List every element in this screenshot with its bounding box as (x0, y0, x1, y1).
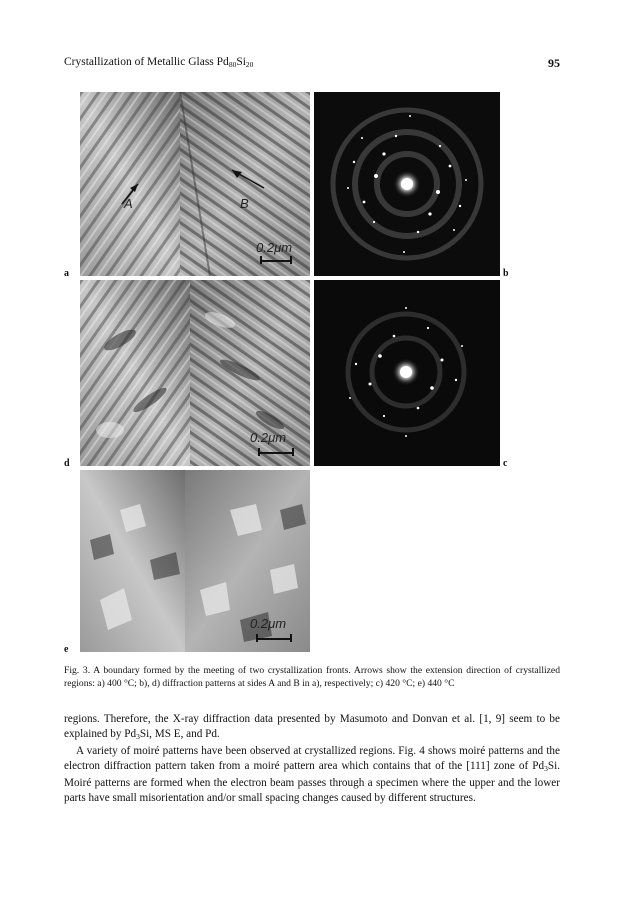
body-text (64, 712, 560, 806)
diffraction-pattern-c (314, 280, 500, 466)
panel-label-e: e (64, 644, 69, 655)
scale-bar-label: 0.2μm (256, 240, 293, 255)
micrograph-a (80, 92, 310, 276)
figure-caption: Fig. 3. A boundary formed by the meeting of two crystallization fronts. Arrows show the extension direction of crystallized regions: a) 400 °C; b), d) diffraction patterns at sides A and B in a), respectively; c) 420 °C; e) 440 °C (64, 665, 560, 689)
paragraph: A variety of moiré patterns have been observed at crystallized regions. Fig. 4 shows moiré patterns and the electron diffraction pattern taken from a moiré pattern area which contains that of the [111] zone of $Pd_3Si$. Moiré patterns are formed when the electron beam passes through a specimen where the upper and the lower parts have small misorientation and/or small spacing changes caused by different structures. (64, 745, 560, 804)
running-title: Crystallization of Metallic Glass $Pd_{80}Si_{20}$ (64, 56, 254, 69)
micrograph-d (80, 280, 310, 466)
region-a-annotation: A (124, 196, 133, 211)
region-b-annotation: B (240, 196, 249, 211)
scale-bar-label: 0.2μm (250, 616, 287, 631)
micrograph-e (80, 470, 310, 652)
panel-label-d: d (64, 458, 70, 469)
panel-label-c: c (503, 458, 508, 469)
running-header (64, 56, 560, 74)
page-number: 95 (548, 56, 560, 70)
scale-bar-label: 0.2μm (250, 430, 287, 445)
panel-label-b: b (503, 268, 509, 279)
panel-label-a: a (64, 268, 69, 279)
paragraph: regions. Therefore, the X-ray diffraction data presented by Masumoto and Donvan et al. [1, 9] seem to be explained by $Pd_3Si$, MS E, and Pd. (64, 713, 560, 741)
diffraction-pattern-b (314, 92, 500, 276)
